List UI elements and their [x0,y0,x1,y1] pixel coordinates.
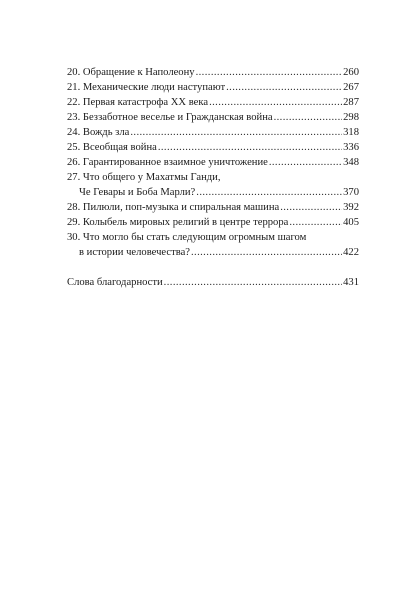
toc-page-number: 318 [343,127,359,138]
toc-entry-title-continued: в истории человечества? [79,247,190,258]
toc-page-number: 405 [343,217,359,228]
toc-entry-29 [67,215,359,230]
toc-page-number: 392 [343,202,359,213]
dot-leader [196,65,343,80]
toc-entry-title: 20. Обращение к Наполеону [67,67,195,78]
toc-entry-24 [67,125,359,140]
toc-entry-20 [67,65,359,80]
toc-entry-26 [67,155,359,170]
toc-page-number: 298 [343,112,359,123]
toc-entry-30 [67,230,359,260]
toc-entry-22 [67,95,359,110]
toc-entry-title-continued: Че Гевары и Боба Марли? [79,187,196,198]
table-of-contents [67,65,359,290]
toc-page-number: 348 [343,157,359,168]
dot-leader [226,80,342,95]
toc-page-number: 260 [343,67,359,78]
toc-page-number: 422 [343,247,359,258]
toc-entry-title: 22. Первая катастрофа XX века [67,97,209,108]
dot-leader [164,275,342,290]
dot-leader [130,125,342,140]
toc-entry-28 [67,200,359,215]
toc-page-number: 287 [343,97,359,108]
toc-entry-title: Слова благодарности [67,277,163,288]
dot-leader [289,215,342,230]
dot-leader [158,140,342,155]
toc-entry-21 [67,80,359,95]
toc-entry-acknowledgements [67,275,359,290]
toc-entry-23 [67,110,359,125]
toc-entry-title: 23. Беззаботное веселье и Гражданская война [67,112,273,123]
toc-entry-title: 28. Пилюли, поп-музыка и спиральная машина [67,202,280,213]
toc-page-number: 370 [343,187,359,198]
dot-leader [269,155,342,170]
toc-page-number: 267 [343,82,359,93]
toc-entry-title: 21. Механические люди наступают [67,82,226,93]
toc-entry-title: 26. Гарантированное взаимное уничтожение [67,157,268,168]
toc-entry-title: 24. Вождь зла [67,127,130,138]
toc-entry-25 [67,140,359,155]
dot-leader [196,185,342,200]
toc-entry-title: 25. Всеобщая война [67,142,157,153]
toc-entry-title: 29. Колыбель мировых религий в центре террора [67,217,289,228]
toc-entry-title: 30. Что могло бы стать следующим огромным шагом [67,232,307,243]
dot-leader [191,245,342,260]
toc-page-number: 336 [343,142,359,153]
dot-leader [280,200,342,215]
dot-leader [209,95,342,110]
toc-entry-27 [67,170,359,200]
toc-entry-title: 27. Что общего у Махатмы Ганди, [67,172,221,183]
dot-leader [274,110,343,125]
toc-page-number: 431 [343,277,359,288]
section-spacer [67,260,359,275]
